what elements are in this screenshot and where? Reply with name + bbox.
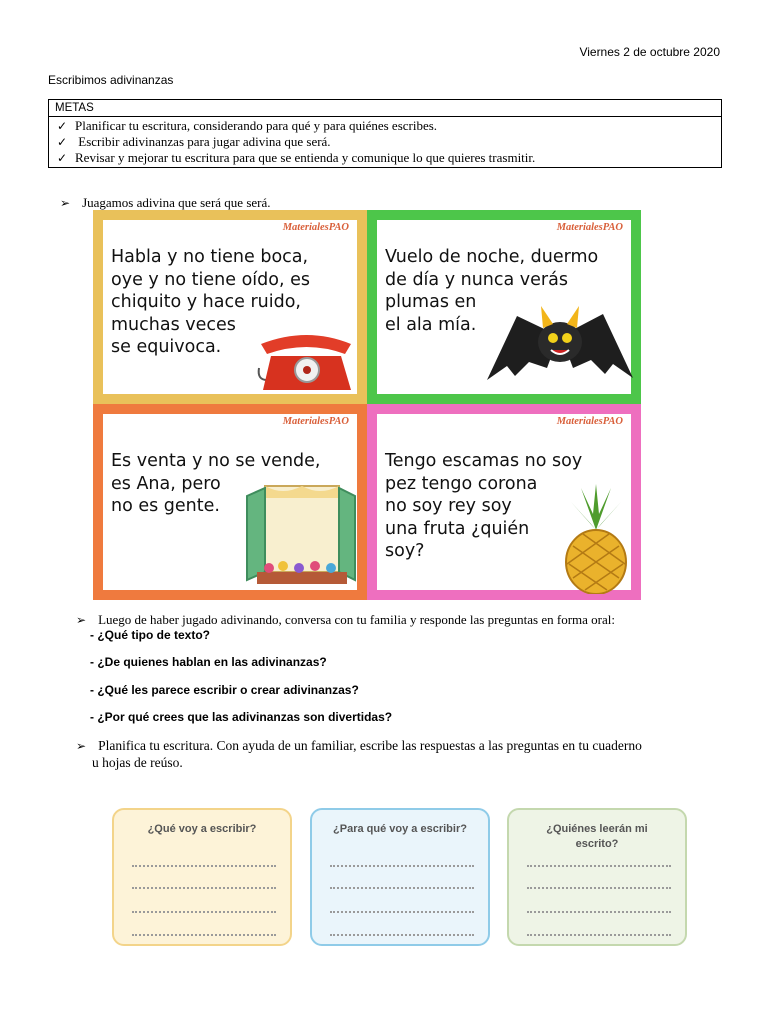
brand-label: MaterialesPAO <box>282 416 349 427</box>
arrow-bullet-icon: ➢ <box>60 196 71 210</box>
meta-item: ✓ Escribir adivinanzas para jugar adivina que será. <box>57 134 331 149</box>
window-icon <box>243 480 359 592</box>
riddle-cards <box>93 210 641 600</box>
section-conversa: ➢ Luego de haber jugado adivinando, conversa con tu familia y responde las preguntas en forma oral: <box>76 612 615 627</box>
answer-line[interactable] <box>330 934 474 936</box>
bat-icon <box>487 296 633 394</box>
answer-line[interactable] <box>330 865 474 867</box>
riddle-text: Vuelo de noche, duermo de día y nunca verás plumas en el ala mía. <box>385 247 599 335</box>
pineapple-icon <box>561 484 631 594</box>
checkmark-icon: ✓ <box>57 151 68 165</box>
riddle-card-bat <box>367 210 641 404</box>
answer-line[interactable] <box>527 887 671 889</box>
answer-line[interactable] <box>527 934 671 936</box>
answer-line[interactable] <box>132 911 276 913</box>
section-planifica: ➢ Planifica tu escritura. Con ayuda de un familiar, escribe las respuestas a las preguntas en tu cuaderno <box>76 738 642 753</box>
riddle-text: Habla y no tiene boca, oye y no tiene oído, es chiquito y hace ruido, muchas veces se equivoca. <box>111 247 310 357</box>
question-item: - ¿Qué tipo de texto? <box>90 628 210 642</box>
brand-label: MaterialesPAO <box>556 222 623 233</box>
brand-label: MaterialesPAO <box>282 222 349 233</box>
brand-label: MaterialesPAO <box>556 416 623 427</box>
answer-line[interactable] <box>132 887 276 889</box>
answer-line[interactable] <box>132 865 276 867</box>
riddle-text: Es venta y no se vende, es Ana, pero no es gente. <box>111 451 321 516</box>
telephone-icon <box>253 326 357 396</box>
arrow-bullet-icon: ➢ <box>76 739 87 753</box>
riddle-card-pineapple <box>367 404 641 600</box>
section-juagamos: ➢ Juagamos adivina que será que será. <box>60 195 271 210</box>
answer-line[interactable] <box>330 887 474 889</box>
planning-box-para-que <box>310 808 490 946</box>
riddle-card-window <box>93 404 367 600</box>
answer-line[interactable] <box>527 865 671 867</box>
arrow-bullet-icon: ➢ <box>76 613 87 627</box>
section-planifica-cont: u hojas de reúso. <box>92 755 183 770</box>
planning-box-que <box>112 808 292 946</box>
riddle-text: Tengo escamas no soy pez tengo corona no soy rey soy una fruta ¿quién soy? <box>385 451 583 561</box>
metas-header: METAS <box>49 100 722 117</box>
answer-line[interactable] <box>330 911 474 913</box>
question-item: - ¿Qué les parece escribir o crear adivinanzas? <box>90 683 359 697</box>
question-item: - ¿Por qué crees que las adivinanzas son divertidas? <box>90 710 393 724</box>
checkmark-icon: ✓ <box>57 119 68 133</box>
question-item: - ¿De quienes hablan en las adivinanzas? <box>90 655 327 669</box>
planning-box-title: ¿Para qué voy a escribir? <box>333 823 467 835</box>
metas-table <box>48 99 722 168</box>
checkmark-icon: ✓ <box>57 135 68 149</box>
answer-line[interactable] <box>527 911 671 913</box>
meta-item: ✓ Revisar y mejorar tu escritura para que se entienda y comunique lo que quieres trasmitir. <box>57 150 536 165</box>
answer-line[interactable] <box>132 934 276 936</box>
meta-item: ✓ Planificar tu escritura, considerando para qué y para quiénes escribes. <box>57 118 438 133</box>
riddle-card-telephone <box>93 210 367 404</box>
planning-box-quienes <box>507 808 687 946</box>
page-title: Escribimos adivinanzas <box>48 73 174 87</box>
planning-box-title: ¿Quiénes leerán mi escrito? <box>546 823 648 850</box>
metas-body <box>49 117 722 168</box>
date-text: Viernes 2 de octubre 2020 <box>579 45 720 59</box>
planning-box-title: ¿Qué voy a escribir? <box>147 823 257 835</box>
